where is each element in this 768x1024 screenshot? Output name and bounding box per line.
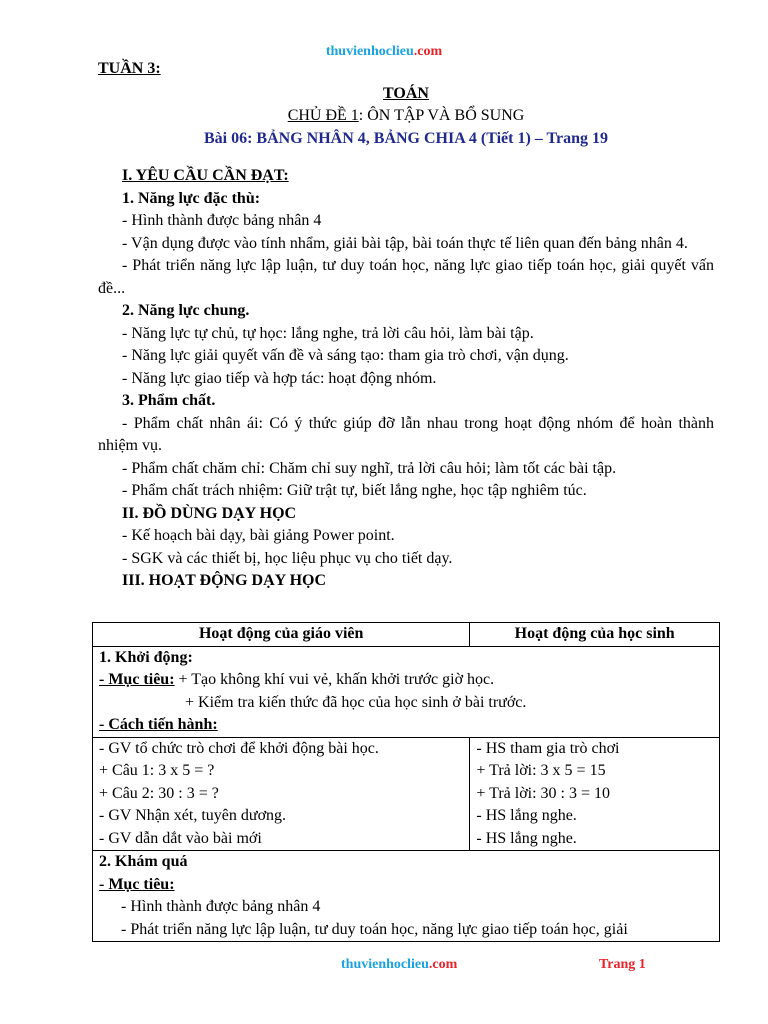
method-label: - Cách tiến hành: — [99, 716, 218, 733]
list-item: - Vận dụng được vào tính nhẩm, giải bài tập, bài toán thực tế liên quan đến bảng nhân 4. — [122, 234, 688, 252]
list-item: - Hình thành được bảng nhân 4 — [122, 212, 322, 229]
section-1-heading: I. YÊU CẦU CẦN ĐẠT: — [122, 167, 289, 184]
subsection-1-3: 3. Phẩm chất. — [122, 392, 216, 409]
table-row — [93, 646, 720, 737]
list-item: - SGK và các thiết bị, học liệu phục vụ cho tiết dạy. — [122, 549, 453, 567]
student-line: + Trả lời: 30 : 3 = 10 — [476, 784, 611, 802]
page-number: Trang 1 — [599, 957, 646, 972]
student-line: - HS lắng nghe. — [476, 829, 577, 847]
brand-name: thuvienhoclieu — [325, 44, 414, 59]
topic-label: CHỦ ĐỀ 1 — [287, 107, 359, 124]
brand-domain: .com — [428, 957, 458, 972]
list-item: - Phẩm chất chăm chỉ: Chăm chỉ suy nghĩ, trả lời câu hỏi; làm tốt các bài tập. — [122, 459, 617, 477]
teacher-line: + Câu 2: 30 : 3 = ? — [99, 784, 219, 802]
table-row — [93, 851, 720, 942]
subsection-1-2: 2. Năng lực chung. — [122, 302, 250, 319]
header-teacher: Hoạt động của giáo viên — [93, 623, 470, 647]
part1-title: 1. Khởi động: — [99, 648, 193, 666]
brand-domain: .com — [413, 44, 443, 59]
section-3-heading: III. HOẠT ĐỘNG DẠY HỌC — [122, 572, 327, 589]
list-item: - Phẩm chất trách nhiệm: Giữ trật tự, biết lắng nghe, học tập nghiêm túc. — [122, 482, 587, 499]
teacher-line: - GV dẫn dắt vào bài mới — [99, 829, 262, 847]
part2-title: 2. Khám quá — [99, 853, 188, 870]
goal-label: - Mục tiêu: — [99, 671, 175, 688]
topic-name: : ÔN TẬP VÀ BỔ SUNG — [358, 107, 525, 124]
teacher-activities-cell — [93, 737, 470, 851]
section-2-heading: II. ĐỒ DÙNG DẠY HỌC — [122, 504, 297, 522]
subject-title: TOÁN — [383, 84, 429, 102]
list-item: - Năng lực giao tiếp và hợp tác: hoạt động nhóm. — [122, 369, 437, 387]
list-item: - Phẩm chất nhân ái: Có ý thức giúp đỡ lẫn nhau trong hoạt động nhóm để hoàn thành nhiệm vụ. — [98, 414, 714, 454]
student-line: - HS lắng nghe. — [476, 807, 577, 824]
table-header-row — [93, 623, 720, 647]
teacher-line: - GV tổ chức trò chơi để khởi động bài học. — [99, 739, 379, 757]
list-item: - Kế hoạch bài dạy, bài giảng Power point. — [122, 527, 395, 544]
goal-text-2: + Kiểm tra kiến thức đã học của học sinh ở bài trước. — [185, 693, 527, 711]
student-activities-cell — [470, 737, 720, 851]
subsection-1-1: 1. Năng lực đặc thù: — [122, 189, 261, 207]
list-item: - Năng lực giải quyết vấn đề và sáng tạo: tham gia trò chơi, vận dụng. — [122, 347, 569, 364]
student-line: + Trả lời: 3 x 5 = 15 — [476, 762, 606, 779]
topic-line — [98, 105, 714, 128]
teacher-line: - GV Nhận xét, tuyên dương. — [99, 807, 287, 824]
teacher-line: + Câu 1: 3 x 5 = ? — [99, 762, 215, 779]
brand-name: thuvienhoclieu — [341, 957, 429, 972]
activity-table — [92, 622, 720, 942]
part1-goal-line — [99, 669, 713, 692]
list-item: - Phát triển năng lực lập luận, tư duy toán học, năng lực giao tiếp toán học, giải quyết vấn đề... — [98, 257, 714, 297]
document-body — [98, 58, 714, 593]
part1-intro-cell — [93, 646, 720, 737]
week-label: TUẦN 3: — [98, 60, 161, 77]
part2-goal-label: - Mục tiêu: — [99, 875, 175, 893]
table-row — [93, 737, 720, 851]
list-item: - Phát triển năng lực lập luận, tư duy toán học, năng lực giao tiếp toán học, giải — [121, 920, 628, 938]
list-item: - Năng lực tự chủ, tự học: lắng nghe, trả lời câu hỏi, làm bài tập. — [122, 324, 534, 342]
part2-cell — [93, 851, 720, 942]
lesson-title: Bài 06: BẢNG NHÂN 4, BẢNG CHIA 4 (Tiết 1) – Trang 19 — [203, 129, 608, 147]
header-student: Hoạt động của học sinh — [470, 623, 720, 647]
list-item: - Hình thành được bảng nhân 4 — [121, 898, 321, 915]
goal-text: + Tạo không khí vui vẻ, khấn khởi trước giờ học. — [174, 671, 495, 688]
student-line: - HS tham gia trò chơi — [476, 739, 620, 757]
footer-site-brand — [341, 956, 457, 974]
